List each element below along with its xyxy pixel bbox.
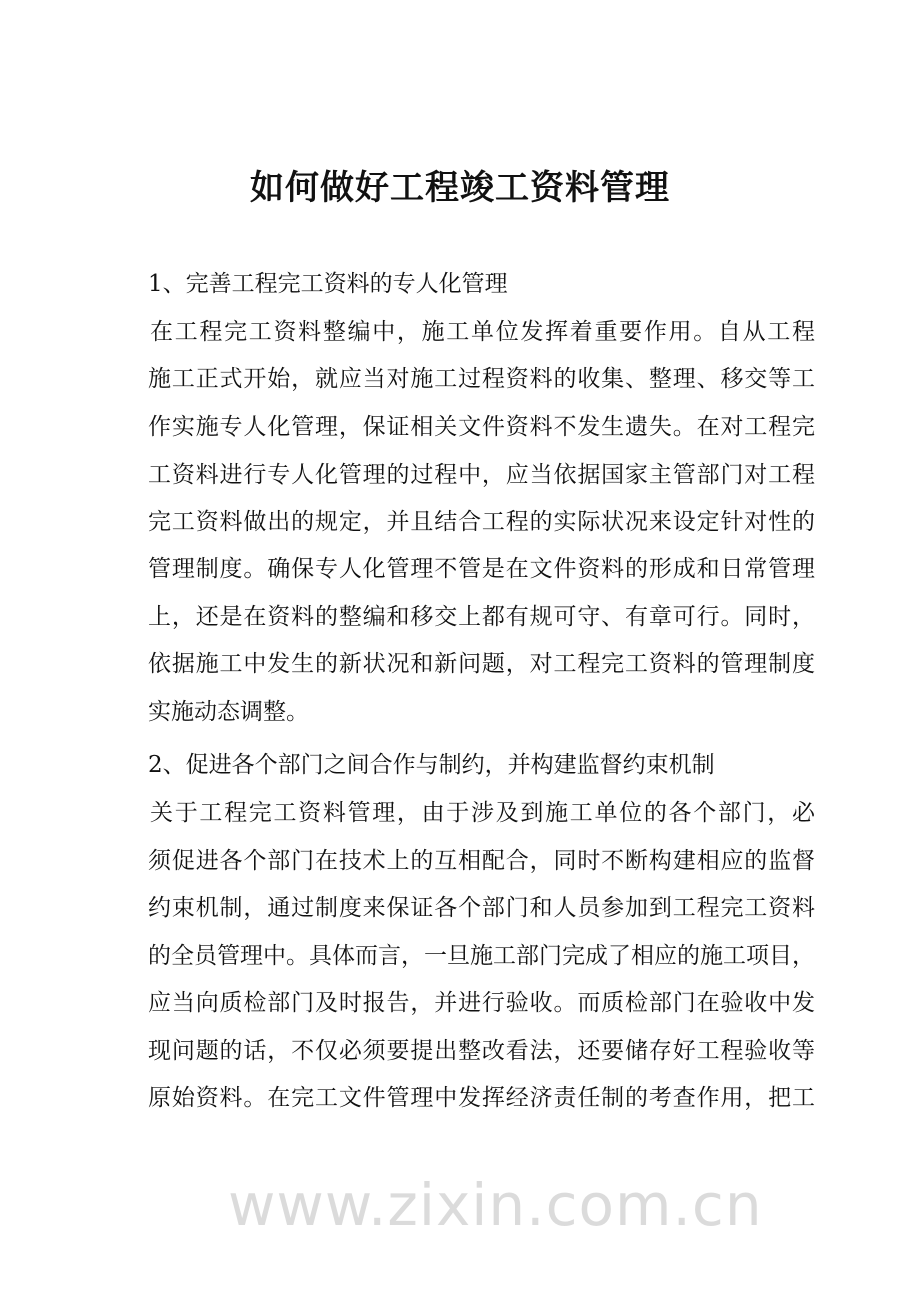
paragraph-line: 依据施工中发生的新状况和新问题，对工程完工资料的管理制度: [148, 651, 815, 677]
section-heading: 2、促进各个部门之间合作与制约，并构建监督约束机制: [148, 752, 715, 778]
paragraph-line: 管理制度。确保专人化管理不管是在文件资料的形成和日常管理: [148, 556, 815, 582]
paragraph-line: 上，还是在资料的整编和移交上都有规可守、有章可行。同时，: [148, 604, 815, 630]
paragraph-line: 现问题的话，不仅必须要提出整改看法，还要储存好工程验收等: [148, 1038, 815, 1064]
document-title: 如何做好工程竣工资料管理: [250, 168, 670, 208]
paragraph-line: 的全员管理中。具体而言，一旦施工部门完成了相应的施工项目，: [148, 943, 815, 969]
paragraph-line: 完工资料做出的规定，并且结合工程的实际状况来设定针对性的: [148, 509, 815, 535]
watermark: www.zixin.com.cn: [228, 1171, 763, 1239]
paragraph-line: 施工正式开始，就应当对施工过程资料的收集、整理、移交等工: [148, 366, 815, 392]
paragraph-line: 约束机制，通过制度来保证各个部门和人员参加到工程完工资料: [148, 895, 815, 921]
paragraph-line: 工资料进行专人化管理的过程中，应当依据国家主管部门对工程: [148, 462, 815, 488]
paragraph-line: 须促进各个部门在技术上的互相配合，同时不断构建相应的监督: [148, 848, 815, 874]
paragraph-line: 关于工程完工资料管理，由于涉及到施工单位的各个部门，必: [150, 800, 815, 826]
paragraph-line: 实施动态调整。: [148, 699, 309, 725]
paragraph-line: 原始资料。在完工文件管理中发挥经济责任制的考查作用，把工: [148, 1085, 815, 1111]
paragraph-line: 应当向质检部门及时报告，并进行验收。而质检部门在验收中发: [148, 990, 815, 1016]
paragraph-line: 作实施专人化管理，保证相关文件资料不发生遗失。在对工程完: [148, 414, 815, 440]
section-heading: 1、完善工程完工资料的专人化管理: [148, 271, 508, 297]
paragraph-line: 在工程完工资料整编中，施工单位发挥着重要作用。自从工程: [150, 319, 815, 345]
